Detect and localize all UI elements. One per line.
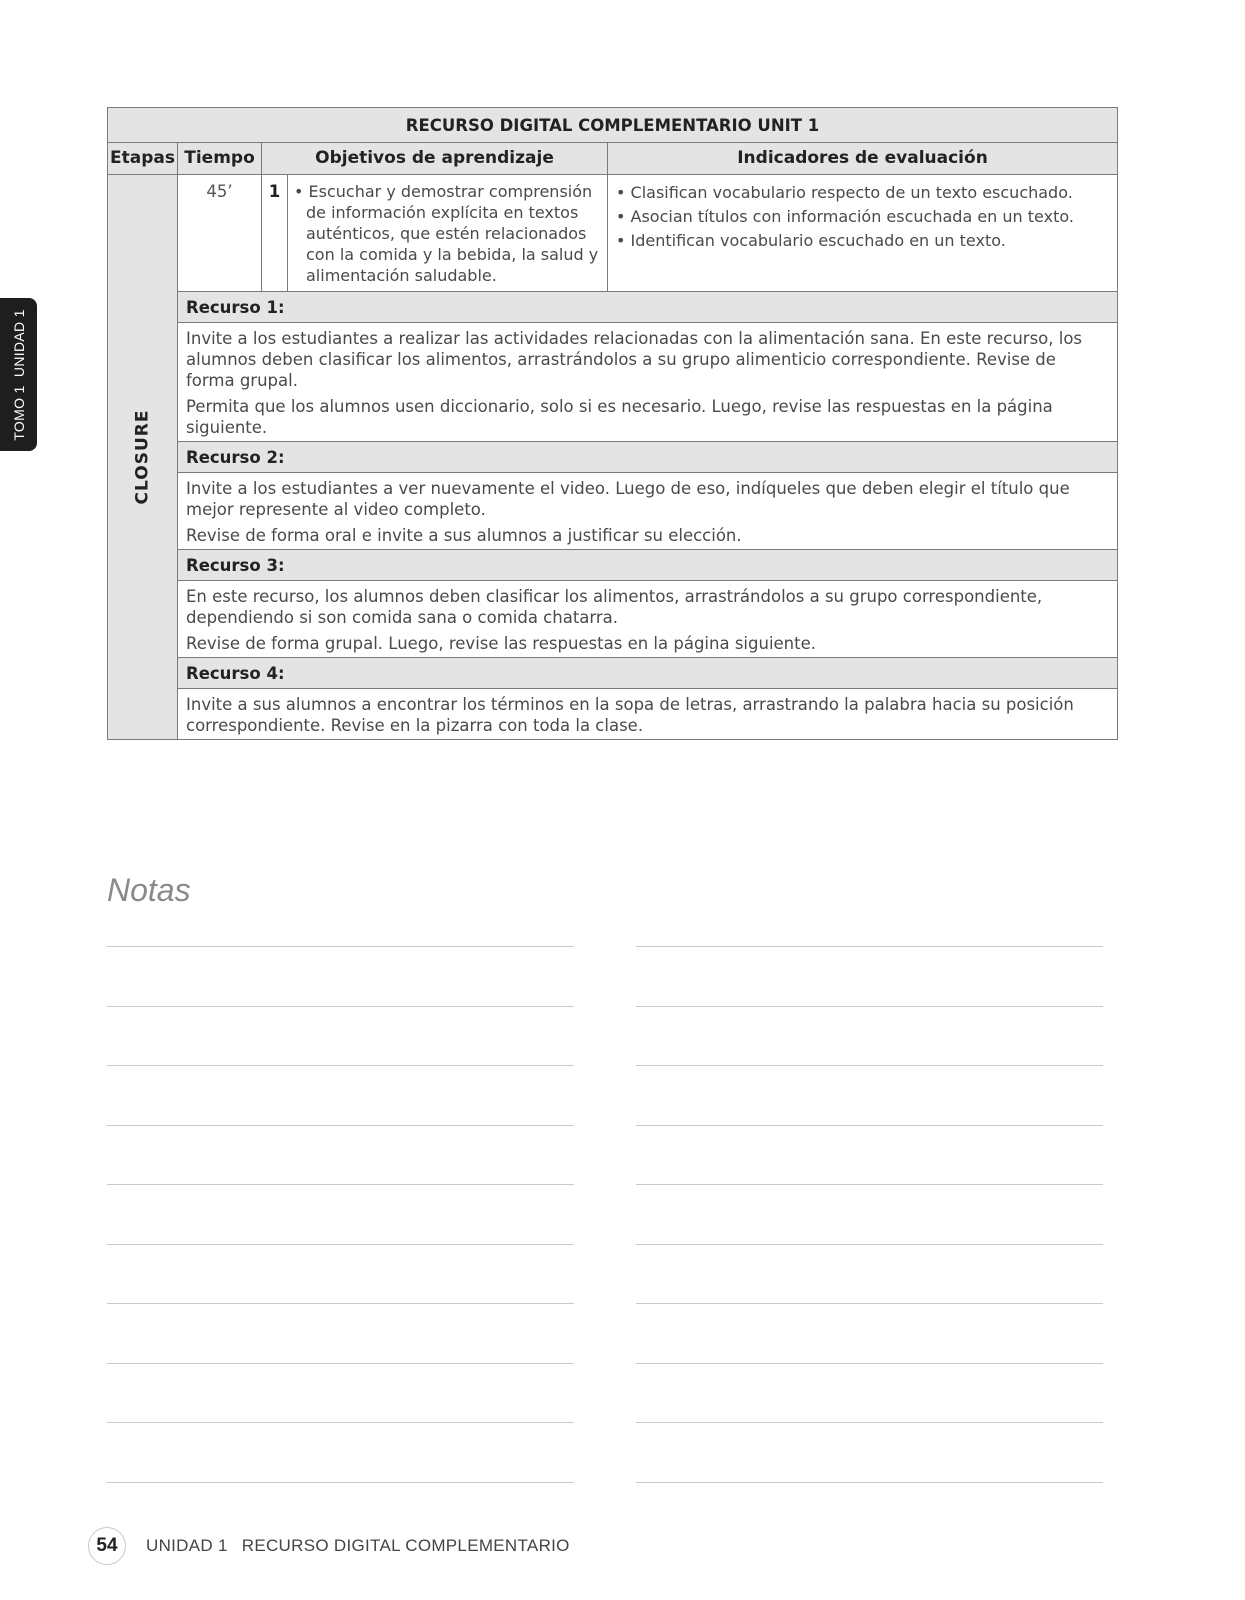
notes-title: Notas — [107, 872, 191, 908]
resource-1-title: Recurso 1: — [178, 292, 1118, 323]
resource-2-title: Recurso 2: — [178, 442, 1118, 473]
resource-4-body — [178, 689, 1118, 740]
note-line — [636, 1125, 1103, 1126]
indicators-list — [608, 175, 1118, 292]
note-line — [107, 1303, 574, 1304]
indicator-item: • Asocian títulos con información escuchada en un texto. — [616, 207, 1074, 226]
note-line — [107, 1422, 574, 1423]
header-time: Tiempo — [178, 143, 262, 175]
note-line — [107, 1125, 574, 1126]
note-line — [107, 1363, 574, 1364]
note-line — [636, 1482, 1103, 1483]
note-line — [636, 1303, 1103, 1304]
resource-paragraph: Invite a los estudiantes a ver nuevamente el video. Luego de eso, indíqueles que deben elegir el título que mejor represente al video completo. — [186, 479, 1070, 519]
resource-table — [107, 107, 1118, 740]
objective-text: • Escuchar y demostrar comprensión de información explícita en textos auténticos, que estén relacionados con la comida y la bebida, la salud y alimentación saludable. — [288, 175, 608, 292]
resource-paragraph: Permita que los alumnos usen diccionario, solo si es necesario. Luego, revise las respuestas en la página siguiente. — [186, 397, 1053, 437]
note-line — [636, 1244, 1103, 1245]
resource-3-body — [178, 581, 1118, 658]
table-title: RECURSO DIGITAL COMPLEMENTARIO UNIT 1 — [108, 108, 1118, 143]
note-line — [636, 1006, 1103, 1007]
footer-section: RECURSO DIGITAL COMPLEMENTARIO — [241, 1536, 570, 1555]
footer-text — [146, 1536, 570, 1556]
note-line — [636, 1422, 1103, 1423]
header-objectives: Objetivos de aprendizaje — [262, 143, 608, 175]
note-line — [107, 1006, 574, 1007]
header-stages: Etapas — [108, 143, 178, 175]
resource-paragraph: En este recurso, los alumnos deben clasificar los alimentos, arrastrándolos a su grupo correspondiente, dependiendo si son comida sana o comida chatarra. — [186, 587, 1043, 627]
note-line — [636, 1184, 1103, 1185]
resource-2-body — [178, 473, 1118, 550]
resource-paragraph: Revise de forma grupal. Luego, revise las respuestas en la página siguiente. — [186, 634, 816, 653]
side-tab-label: TOMO 1 UNIDAD 1 — [10, 308, 27, 441]
side-tab — [0, 298, 37, 451]
note-line — [107, 1482, 574, 1483]
header-indicators: Indicadores de evaluación — [608, 143, 1118, 175]
note-line — [636, 946, 1103, 947]
resource-paragraph: Revise de forma oral e invite a sus alumnos a justificar su elección. — [186, 526, 742, 545]
resource-4-title: Recurso 4: — [178, 658, 1118, 689]
stage-label: CLOSURE — [132, 409, 152, 505]
note-line — [107, 1244, 574, 1245]
objective-number: 1 — [262, 175, 288, 292]
note-line — [107, 1184, 574, 1185]
resource-paragraph: Invite a sus alumnos a encontrar los términos en la sopa de letras, arrastrando la palabra hacia su posición correspondiente. Revise en la pizarra con toda la clase. — [186, 695, 1074, 735]
note-line — [107, 946, 574, 947]
footer-unit: UNIDAD 1 — [146, 1536, 228, 1555]
resource-1-body — [178, 323, 1118, 442]
stage-cell — [108, 175, 178, 740]
indicator-item: • Clasifican vocabulario respecto de un texto escuchado. — [616, 183, 1073, 202]
page-number: 54 — [88, 1527, 126, 1565]
time-value: 45’ — [178, 175, 262, 292]
note-line — [636, 1065, 1103, 1066]
note-line — [636, 1363, 1103, 1364]
resource-3-title: Recurso 3: — [178, 550, 1118, 581]
note-line — [107, 1065, 574, 1066]
resource-paragraph: Invite a los estudiantes a realizar las actividades relacionadas con la alimentación sana. En este recurso, los alumnos deben clasificar los alimentos, arrastrándolos a su grupo alimenticio correspondiente. Revise de forma grupal. — [186, 329, 1083, 390]
indicator-item: • Identifican vocabulario escuchado en un texto. — [616, 231, 1006, 250]
